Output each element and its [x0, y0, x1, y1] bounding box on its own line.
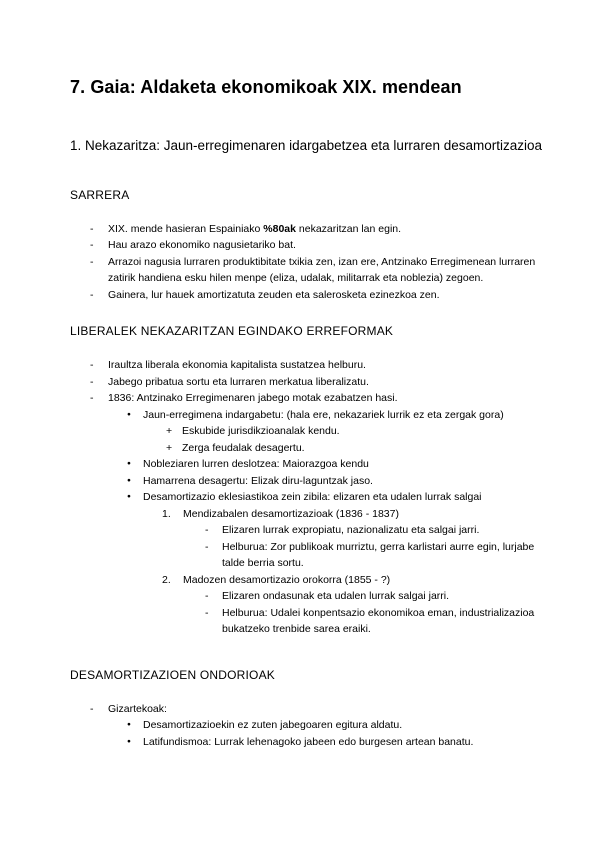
- disc-marker: ●: [127, 721, 131, 728]
- list-item-text: [222, 539, 548, 572]
- list-item: [70, 701, 548, 718]
- text-segment: XIX. mende hasieran Espainiako: [108, 222, 264, 235]
- section-heading: DESAMORTIZAZIOEN ONDORIOAK: [70, 667, 275, 682]
- list-item: [70, 254, 548, 287]
- text-segment: nekazaritzan lan egin.: [295, 222, 402, 235]
- dash-marker: -: [90, 288, 94, 301]
- disc-marker: ●: [127, 460, 131, 467]
- text-segment: Eskubide jurisdikzioanalak kendu.: [182, 425, 340, 437]
- list-item-text: [108, 701, 548, 718]
- text-segment: Desamortizazioekin ez zuten jabegoaren egitura aldatu.: [143, 719, 403, 731]
- list-item-text: [108, 237, 548, 254]
- list-item: [70, 605, 548, 638]
- list-item-text: [108, 287, 548, 304]
- list-item: [70, 287, 548, 304]
- dash-marker: -: [205, 540, 209, 553]
- list-item-text: [108, 374, 548, 391]
- list-item-text: [143, 407, 548, 424]
- list-item: [70, 489, 548, 506]
- dash-marker: -: [90, 222, 94, 235]
- dash-marker: -: [90, 375, 94, 388]
- text-segment: Helburua: Udalei konpentsazio ekonomikoa eman, industrializazioa bukatzeko trenbide sarea eraiki.: [222, 606, 535, 635]
- list-item: [70, 440, 548, 457]
- text-segment: Jabego pribatua sortu eta lurraren merkatua liberalizatu.: [108, 375, 369, 388]
- list-item: [70, 407, 548, 424]
- text-segment: Hamarrena desagertu: Elizak diru-laguntzak jaso.: [143, 474, 373, 487]
- list-item: [70, 423, 548, 440]
- text-segment: Latifundismoa: Lurrak lehenagoko jabeen edo burgesen artean banatu.: [143, 735, 474, 748]
- list-item-text: [143, 489, 548, 506]
- list-item: [70, 734, 548, 751]
- dash-marker: -: [205, 524, 209, 536]
- list-item-text: [183, 506, 548, 523]
- text-segment: Madozen desamortizazio orokorra (1855 - ?): [183, 573, 391, 586]
- list-item: [70, 572, 548, 589]
- document-sections: [70, 188, 548, 751]
- list-item-text: [183, 572, 548, 589]
- list-item-text: [108, 221, 548, 238]
- list-item-text: [108, 254, 548, 287]
- dash-marker: -: [90, 392, 94, 404]
- text-segment: Desamortizazio eklesiastikoa zein zibila: elizaren eta udalen lurrak salgai: [143, 491, 482, 503]
- list-item-text: [143, 456, 548, 473]
- dash-marker: -: [90, 359, 94, 371]
- number-marker: 1.: [162, 507, 171, 520]
- list-item: [70, 221, 548, 238]
- disc-marker: ●: [127, 493, 131, 500]
- disc-marker: ●: [127, 737, 131, 745]
- text-segment: Hau arazo ekonomiko nagusietariko bat.: [108, 239, 296, 251]
- dash-marker: -: [90, 239, 94, 251]
- section-heading: LIBERALEK NEKAZARITZAN EGINDAKO ERREFORMAK: [70, 324, 394, 338]
- dash-marker: -: [90, 702, 94, 715]
- dash-marker: -: [90, 255, 94, 268]
- text-segment: Elizaren ondasunak eta udalen lurrak salgai jarri.: [222, 590, 450, 602]
- document-subtitle: 1. Nekazaritza: Jaun-erregimenaren idargabetzea eta lurraren desamortizazioa: [70, 138, 542, 153]
- dash-marker: -: [205, 606, 209, 619]
- plus-marker: +: [166, 441, 173, 454]
- list-item-text: [182, 423, 548, 440]
- list-item: [70, 522, 548, 539]
- list-item: [70, 456, 548, 473]
- text-segment: Elizaren lurrak expropiatu, nazionalizatu eta salgai jarri.: [222, 524, 480, 536]
- number-marker: 2.: [162, 573, 171, 586]
- document-title: 7. Gaia: Aldaketa ekonomikoak XIX. mendean: [70, 77, 462, 97]
- text-segment: Iraultza liberala ekonomia kapitalista sustatzea helburu.: [108, 359, 366, 371]
- text-segment: Nobleziaren lurren deslotzea: Maiorazgoa kendu: [143, 458, 369, 470]
- list-item: [70, 390, 548, 407]
- list-item-text: [143, 473, 548, 490]
- list-item: [70, 374, 548, 391]
- list-item: [70, 539, 548, 572]
- bullet-list: [70, 357, 548, 638]
- text-segment: Mendizabalen desamortizazioak (1836 - 1837): [183, 507, 399, 520]
- list-item-text: [143, 717, 548, 734]
- bold-text: %80ak: [263, 222, 296, 235]
- text-segment: Gainera, lur hauek amortizatuta zeuden eta salerosketa ezinezkoa zen.: [108, 288, 440, 301]
- list-item: [70, 717, 548, 734]
- list-item-text: [222, 588, 548, 605]
- list-item-text: [108, 390, 548, 407]
- list-item-text: [143, 734, 548, 751]
- document-section: [70, 668, 548, 751]
- disc-marker: ●: [127, 410, 131, 418]
- text-segment: 1836: Antzinako Erregimenaren jabego motak ezabatzen hasi.: [108, 392, 398, 404]
- text-segment: Jaun-erregimena indargabetu: (hala ere, nekazariek lurrik ez eta zergak gora): [143, 408, 504, 421]
- plus-marker: +: [166, 425, 173, 437]
- text-segment: Zerga feudalak desagertu.: [182, 441, 305, 454]
- section-heading: SARRERA: [70, 187, 130, 202]
- bullet-list: [70, 221, 548, 304]
- list-item: [70, 588, 548, 605]
- disc-marker: ●: [127, 476, 131, 484]
- text-segment: Arrazoi nagusia lurraren produktibitate txikia zen, izan ere, Antzinako Erregimenean lurraren zatirik handiena esku hilen menpe (eliza, udalak, militarrak eta noblezia) zegoen.: [108, 255, 536, 284]
- bullet-list: [70, 701, 548, 751]
- list-item-text: [182, 440, 548, 457]
- text-segment: Helburua: Zor publikoak murriztu, gerra karlistari aurre egin, lurjabe talde berria sortu.: [222, 540, 535, 569]
- text-segment: Gizartekoak:: [108, 702, 167, 715]
- list-item: [70, 473, 548, 490]
- document-section: [70, 188, 548, 304]
- document-section: [70, 324, 548, 638]
- list-item: [70, 237, 548, 254]
- list-item-text: [222, 522, 548, 539]
- dash-marker: -: [205, 590, 209, 602]
- list-item: [70, 357, 548, 374]
- list-item: [70, 506, 548, 523]
- list-item-text: [222, 605, 548, 638]
- list-item-text: [108, 357, 548, 374]
